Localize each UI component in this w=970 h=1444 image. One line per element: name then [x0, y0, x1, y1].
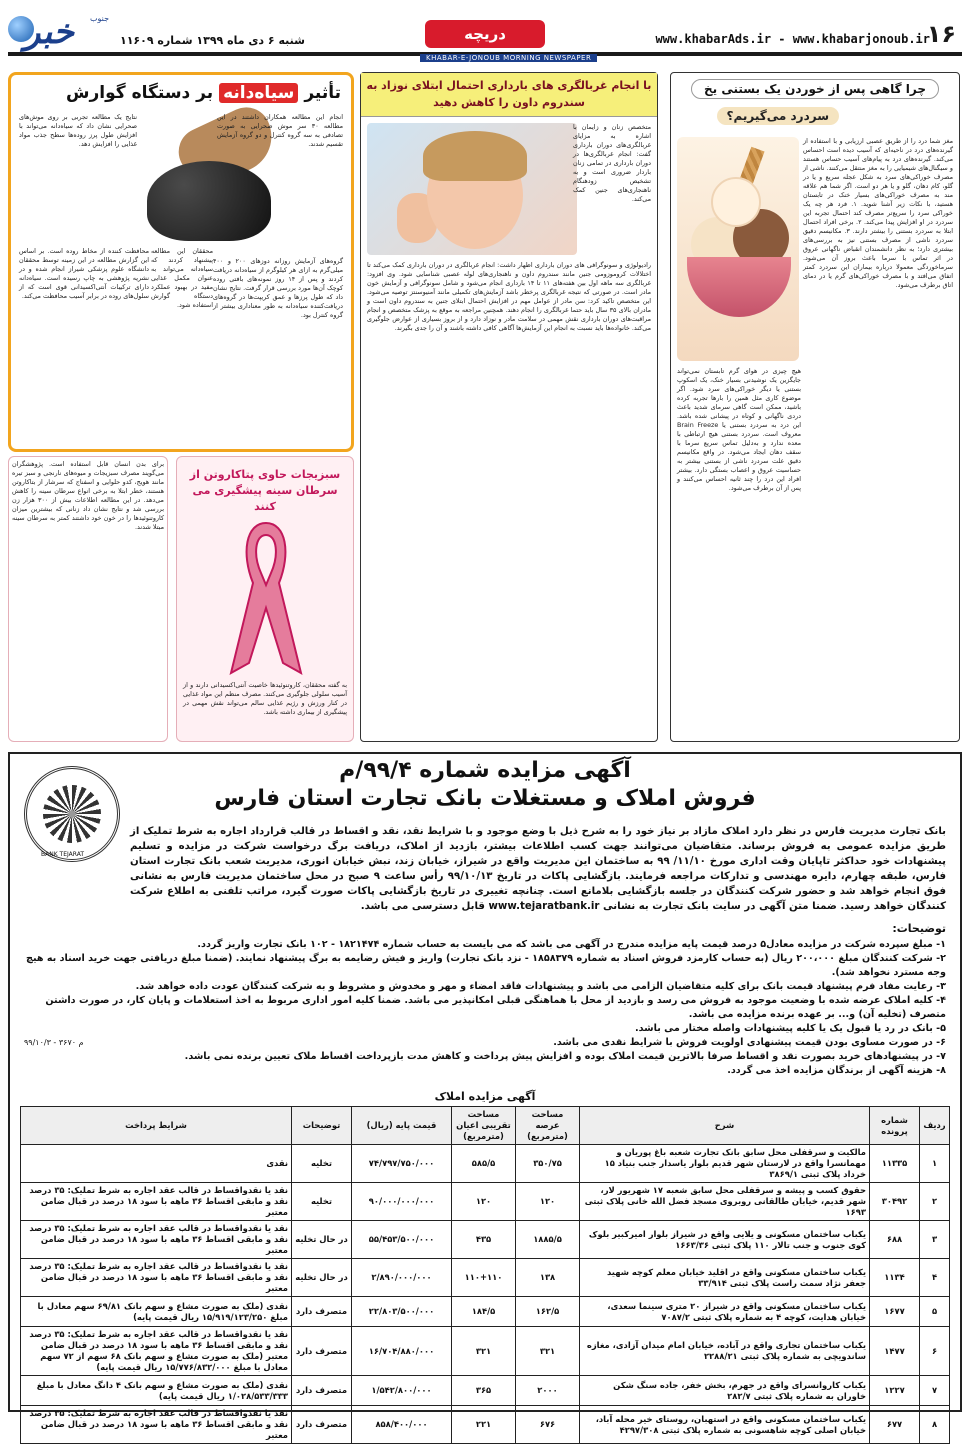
- table-row: [21, 1406, 950, 1444]
- col-header: قیمت پایه (ریال): [352, 1107, 452, 1145]
- table-cell: ۵۵/۴۵۳/۵۰۰/۰۰۰: [352, 1221, 452, 1259]
- notes-list: [24, 938, 946, 1078]
- article-body-lead: نتایج یک مطالعه تجربی بر روی موش‌های صحرایی نشان داد که سیاه‌دانه می‌تواند با افزایش طول پرز روده‌ها سطح جذب مواد غذایی را افزایش دهد.: [19, 113, 137, 148]
- table-cell: ۱۱۰+۱۱۰: [452, 1259, 516, 1297]
- article-title: با انجام غربالگری های بارداری احتمال ابتلای نوزاد به سندروم داون را کاهش دهید: [361, 73, 657, 117]
- table-cell: نقد یا نقدواقساط در قالب عقد اجاره به شرط تملیک: ۳۵ درصد نقد و مابقی اقساط ۳۶ ماهه با سود ۱۸ درصد در قبال ضامن معتبر (ملک به صورت مشاع و سهم بانک ۶۸ سهم از ۷۲ سهم معادل با مبلغ ۱۵/۷۷۶/۸۳۲/۰۰۰ ریال قیمت پایه): [21, 1327, 292, 1376]
- title-pre: تأثیر: [304, 83, 341, 103]
- table-cell: متصرف دارد: [292, 1297, 352, 1327]
- table-cell: ۷۴/۷۹۷/۷۵۰/۰۰۰: [352, 1145, 452, 1183]
- logo-sub: جنوب: [90, 14, 110, 23]
- article-body-2: به گفته محققان، کاروتنوئیدها خاصیت آنتی‌اکسیدانی دارند و از آسیب سلولی جلوگیری می‌کنند. مصرف منظم این مواد غذایی در کنار ورزش و رژیم غذایی سالم می‌تواند نقش مهمی در پیشگیری از بیماری داشته باشد.: [183, 681, 347, 716]
- table-cell: ۲: [920, 1183, 950, 1221]
- col-header: شرح: [580, 1107, 870, 1145]
- table-cell: ۲/۸۹۰/۰۰۰/۰۰۰: [352, 1259, 452, 1297]
- table-cell: متصرف دارد: [292, 1327, 352, 1376]
- table-cell: نقدی: [21, 1145, 292, 1183]
- table-cell: یکباب ساختمان تجاری واقع در آباده، خیابان امام میدان آزادی، مغازه ساندویچی به شماره پلاک ثبتی ۲۲۸۸/۲۱: [580, 1327, 870, 1376]
- article-blackseed: [8, 72, 354, 452]
- col-header: مساحت تقریبی اعیان (مترمربع): [452, 1107, 516, 1145]
- table-row: [21, 1221, 950, 1259]
- note-item: ۴- کلیه املاک عرضه شده با وضعیت موجود به فروش می رسد و بازدید از محل با هماهنگی قبلی امکانپذیر می باشد. ضمنا کلیه امور اداری مربوط به اخذ استعلامات و پایان کار، در صورت داشتن متصرف (تخلیه آن) و... بر عهده برنده مزایده می باشد.: [45, 995, 946, 1020]
- table-cell: نقدی (ملک به صورت مشاع و سهم بانک ۶۹/۸۱ سهم معادل با مبلغ ۱۵/۹۱۹/۱۲۳/۲۵۰ ریال قیمت پایه): [21, 1297, 292, 1327]
- pink-ribbon-icon: [221, 513, 311, 683]
- article-body: انجام این مطالعه همکاران داشتند در این مطالعه ۳۰ سر موش صحرایی به صورت تصادفی به سه گروه کنترل و دو گروه آزمایش تقسیم شدند.: [217, 113, 343, 148]
- note-item: ۷- در پیشنهادهای خرید بصورت نقد و اقساط صرفا بالاترین قیمت املاک بوده و افزایش پیش پرداخت و کاهش مدت بازپرداخت اقساط ملاک تعیین برنده نمی باشد.: [184, 1051, 946, 1062]
- table-cell: ۱۱۳۳۵: [870, 1145, 920, 1183]
- seal-name: BANK TEJARAT: [41, 851, 85, 858]
- article-title: سبزیجات حاوی پتاکاروتن از سرطان سینه پیشگیری می کنند: [189, 468, 341, 513]
- table-cell: ۶: [920, 1327, 950, 1376]
- ad-subtitle: فروش املاک و مستغلات بانک تجارت استان فارس: [214, 786, 756, 811]
- article-title-line1: چرا گاهی پس از خوردن یک بستنی یخ: [691, 79, 939, 99]
- table-header-row: [21, 1107, 950, 1145]
- table-cell: ۳۲۱: [516, 1327, 580, 1376]
- table-cell: ۳۲۱: [452, 1327, 516, 1376]
- table-cell: ۴: [920, 1259, 950, 1297]
- table-cell: ۱: [920, 1145, 950, 1183]
- table-cell: نقد یا نقدواقساط در قالب عقد اجاره به شرط تملیک: ۳۵ درصد نقد و مابقی اقساط ۳۶ ماهه با سود ۱۸ درصد در قبال ضامن معتبر: [21, 1183, 292, 1221]
- table-cell: یکباب ساختمان مسکونی و یلایی واقع در شیراز بلوار امیرکبیر بلوک کوی جنوب و جنب تالار ۱۱۰ پلاک ثبتی ۱۶۶۳/۳۶: [580, 1221, 870, 1259]
- table-cell: در حال تخلیه: [292, 1259, 352, 1297]
- article-body: برای بدن انسان قابل استفاده است. پژوهشگران می‌گویند مصرف سبزیجات و میوه‌های نارنجی و سبز تیره مانند هویج، کدو حلوایی و اسفناج که سرشار از بتاکاروتن هستند، خطر ابتلا به برخی انواع سرطان سینه را کاهش می‌دهد. در این مطالعه اطلاعات بیش از ۳۰۰ هزار زن بررسی شد و نتایج نشان داد زنانی که بیشترین میزان کاروتنوئیدها را در خون خود داشتند کمتر به سرطان سینه مبتلا شدند.: [8, 456, 168, 742]
- note-item: ۵- بانک در رد یا قبول یک یا کلیه پیشنهادات واصله مختار می باشد.: [635, 1023, 946, 1034]
- table-cell: ۱۱۳۴: [870, 1259, 920, 1297]
- table-cell: ۳۶۵: [452, 1376, 516, 1406]
- table-cell: یکباب ساختمان مسکونی واقع در اقلید خیابان معلم کوچه شهید جعفر نژاد سمت راست پلاک ثبتی ۳۳/۹۱۴: [580, 1259, 870, 1297]
- child-image: [367, 123, 577, 255]
- table-cell: ۳۵۰/۷۵: [516, 1145, 580, 1183]
- title-highlight: سیاه‌دانه: [219, 83, 298, 103]
- table-row: [21, 1297, 950, 1327]
- table-cell: در حال تخلیه: [292, 1221, 352, 1259]
- auction-ad: [8, 752, 962, 1440]
- article-body: متخصص زنان و زایمان با اشاره به مزایای غربالگری‌های دوران بارداری گفت: انجام غربالگری‌ها در دوران بارداری در تمامی زنان باردار ضروری است و به تشخیص زودهنگام ناهنجاری‌های جنین کمک می‌کند.: [573, 123, 651, 203]
- col-header: مساحت عرصه (مترمربع): [516, 1107, 580, 1145]
- table-cell: ۱۲۰: [516, 1183, 580, 1221]
- article-body-2: هیچ چیزی در هوای گرم تابستان نمی‌تواند جایگزین یک نوشیدنی بسیار خنک، یک اسکوپ بستنی یا دیگر خوراکی‌های سرد شود. اگر موضوع کاری مثل همین را بارها تجربه کرده باشید، ممکن است گاهی سرمای شدید باعث دردی ناگهانی و کوتاه در پیشانی شده باشد. این درد به سردرد بستنی یا Brain Freeze معروف است. سردرد بستنی هیچ ارتباطی با معده ندارد و به‌دلیل تماس سریع سرما با سقف دهان ایجاد می‌شود. در واقع مکانیسم دقیق علت سردرد ناشی از بستنی بیشتر به حساسیت عروق و اعصاب بستگی دارد. بیشتر افراد این درد را چند ثانیه احساس می‌کنند و پس از آن برطرف می‌شود.: [677, 367, 801, 492]
- logo-word: خبر: [24, 12, 75, 52]
- table-cell: ۱۸۴/۵: [452, 1297, 516, 1327]
- article-downsyndrome: [360, 72, 658, 742]
- table-cell: مالکیت و سرقفلی محل سابق بانک تجارت شعبه باغ پوریان و مهمانسرا واقع در لارستان شهر قدیم بلوار یاسدار جنب بنیاد ۱۵ خرداد پلاک ثبتی ۳۸۶۹/۱: [580, 1145, 870, 1183]
- table-cell: نقدی (ملک به صورت مشاع و سهم بانک ۴ دانگ معادل با مبلغ ۱/۰۲۸/۵۳۳/۳۳۳ ریال قیمت پایه): [21, 1376, 292, 1406]
- article-cancer: [8, 456, 354, 742]
- table-cell: ۱/۵۴۲/۸۰۰/۰۰۰: [352, 1376, 452, 1406]
- article-body-2: رادیولوژی و سونوگرافی های دوران بارداری اظهار داشت: انجام غربالگری در دوران بارداری کمک می‌کند تا اختلالات کروموزومی جنین مانند سندروم داون و ناهنجاری‌های لوله عصبی شناسایی شود. وی افزود: غربالگری سه ماهه اول بین هفته‌های ۱۱ تا ۱۴ بارداری انجام می‌شود و شامل سونوگرافی و آزمایش خون مادر است. در صورتی که نتیجه غربالگری پرخطر باشد آزمایش‌های تکمیلی مانند آمنیوسنتز توصیه می‌شود. این متخصص تاکید کرد: سن مادر از عوامل مهم در افزایش احتمال ابتلای جنین به سندروم داون است و مادران بالای ۳۵ سال باید حتما غربالگری را انجام دهند. همچنین مراجعه به موقع به پزشک متخصص و انجام مراقبت‌های دوران بارداری نقش مهمی در سلامت مادر و نوزاد دارد و از بروز بسیاری از عوارض جلوگیری می‌کند. خانواده‌ها باید نسبت به انجام این آزمایش‌ها آگاهی کافی داشته باشند و آن را جدی بگیرند.: [367, 261, 651, 332]
- masthead: [0, 6, 970, 62]
- table-row: [21, 1259, 950, 1297]
- note-item: ۶- در صورت مساوی بودن قیمت پیشنهادی اولویت فروش با شرایط نقدی می باشد.: [553, 1037, 946, 1048]
- col-header: توضیحات: [292, 1107, 352, 1145]
- table-cell: ۵: [920, 1297, 950, 1327]
- table-cell: ۲۲/۸۰۳/۵۰۰/۰۰۰: [352, 1297, 452, 1327]
- col-header: شماره پرونده: [870, 1107, 920, 1145]
- table-cell: ۷: [920, 1376, 950, 1406]
- table-cell: یکباب ساختمان مسکونی واقع در استهبان، روستای خیر محله آباد، خیابان اصلی کوچه شاهسونی به شماره پلاک ثبتی ۴۲۹۷/۳۰۸: [580, 1406, 870, 1444]
- table-cell: ۲۰۰۰: [516, 1376, 580, 1406]
- table-cell: ۶۷۶: [516, 1406, 580, 1444]
- table-cell: ۸: [920, 1406, 950, 1444]
- ad-code: ۹۹/۱۰/۳ - ۳۶۷۰ م: [24, 1038, 84, 1047]
- note-item: ۲- شرکت کنندگان مبلغ ۲۰۰،۰۰۰ ریال (به حساب کارمزد فروش اسناد به شماره ۱۸۵۸۳۷۹ - نزد بانک تجارت) واریز و فیش رضایمه به برگ پیشنهاد نمایند. (ضمنا مبلغ دریافتی جهت خرید اسناد به هیچ وجه مسترد نخواهد شد).: [26, 953, 946, 978]
- ribbon-panel: [176, 456, 354, 742]
- col-header: شرایط پرداخت: [21, 1107, 292, 1145]
- table-title: آگهی مزایده املاک: [434, 1090, 536, 1103]
- table-cell: ۱۴۷۷: [870, 1327, 920, 1376]
- table-row: [21, 1183, 950, 1221]
- article-body: مغز شما درد را از طریق عصبی ارزیابی و با استفاده از گیرنده‌های درد در ناحیه‌ای که آسیب دیده است احساس می‌کند. گیرنده‌های درد به پیام‌های آسیب حساس هستند و سیگنال‌های شیمیایی را به مغز منتقل می‌کنند. ناشی از مصرف خوراکی‌های سرد به شکل عجله سریع و یا در گلو، کام دهان، گلو و یا هر دو است. اگر شما هم علاقه مند به مصرف خوراکی‌های بسیار خنک در تابستان هستید، با نکات زیر آشنا شوید. ۱. فرد هر چه یک خوراکی سرد را سریع‌تر مصرف کند احتمال تجربه این سردرد در او افزایش پیدا می‌کند. ۲. برخی افراد احتمال ابتلا به سردرد بستنی را بیشتر دارند. ۳. مکانیسم دقیق سردرد ناشی از مصرف بستنی نیز به بررسی‌های بیشتری دارد؛ به نظر دانشمندان انقباض ناگهانی عروق در اثر تماس با سرما باعث بروز آن می‌شود. سرماخوردگی معمولا درباره بیماران این سردرد کمتر اتفاق می‌افتد و با مصرف خوراکی‌های گرم یا در دمای اتاق برطرف می‌شود.: [803, 137, 954, 289]
- table-cell: ۱۲۲۷: [870, 1376, 920, 1406]
- table-cell: ۸۵۸/۴۰۰/۰۰۰: [352, 1406, 452, 1444]
- article-body-4: محافظت کننده از مخاط روده است. بر اساس این گزارش مطالعه در این زمینه توسط محققان دانشگاه علوم پزشکی شیراز انجام شده و در نشریه پژوهشی به چاپ رسیده است. سیاه‌دانه دارای ترکیبات آنتی‌اکسیدانی قوی است که از سلول‌های روده در برابر آسیب محافظت می‌کند.: [19, 247, 149, 300]
- table-row: [21, 1327, 950, 1376]
- title-post: بر دستگاه گوارش: [66, 83, 214, 103]
- ad-title: آگهی مزایده شماره ۹۹/۴/م: [339, 758, 631, 783]
- page-number: ۱۶: [926, 20, 956, 48]
- table-cell: ۲۲۱: [452, 1406, 516, 1444]
- ad-intro: بانک تجارت مدیریت فارس در نظر دارد املاک مازاد بر نیاز خود را به شرح ذیل با وضع موجود و با شرایط نقد، نقد و اقساط در قالب قرارداد اجاره به شرط تملیک از طریق مزایده عمومی به فروش برساند. متقاضیان می‌توانند جهت کسب اطلاعات بیشتر، بازدید از املاک، دریافت برگ درخواست شرکت در مزایده و تسلیم پیشنهادات خود حداکثر تاپایان وقت اداری مورخ ۱۱/۱۰/ ۹۹ به ساختمان این مدیریت واقع در شیراز، خیابان زند، نبش خیابان انوری، مدیریت شعب بانک تجارت استان فارس، طبقه چهارم، دایره مهندسی و تدارکات مراجعه فرمایند. بازگشایی پاکات در تاریخ ۹۹/۱۰/۱۳ رأس ساعت ۹ صبح در محل ساختمان مدیریت فارس به نشانی فوق انجام خواهد شد و حضور شرکت کنندگان در جلسه بازگشایی بلامانع است. چنانچه تغییری در تاریخ بازگشایی پاکات صورت گیرد، مراتب تلفنی به اطلاع شرکت کنندگان خواهد رسید. ضمنا متن آگهی در سایت بانک تجارت به نشانی www.tejaratbank.ir قابل دسترسی می باشد.: [130, 826, 946, 912]
- auction-table: [20, 1106, 950, 1444]
- note-item: ۱- مبلغ سپرده شرکت در مزایده معادل۵ درصد قیمت پایه مزایده مندرج در آگهی می باشد که می بایست به حساب شماره ۱۸۲۱۴۷۴ - ۱۰۲ بانک تجارت واریز گردد.: [197, 939, 946, 950]
- table-cell: ۱۶۲/۵: [516, 1297, 580, 1327]
- table-cell: ۱۶۷۷: [870, 1297, 920, 1327]
- table-cell: متصرف دارد: [292, 1376, 352, 1406]
- table-cell: ۱۳۸: [516, 1259, 580, 1297]
- table-cell: ۵۸۵/۵: [452, 1145, 516, 1183]
- table-cell: ۴۳۵: [452, 1221, 516, 1259]
- notes-heading: توضیحات:: [892, 922, 946, 935]
- table-cell: ۶۷۷: [870, 1406, 920, 1444]
- article-title: [66, 83, 341, 103]
- issue-date: شنبه ۶ دی ماه ۱۳۹۹ شماره ۱۱۶۰۹: [120, 34, 305, 47]
- table-cell: ۳: [920, 1221, 950, 1259]
- table-cell: ۱۸۸۵/۵: [516, 1221, 580, 1259]
- article-banner: [671, 73, 959, 131]
- table-cell: نقد یا نقدواقساط در قالب عقد اجاره به شرط تملیک: ۳۵ درصد نقد و مابقی اقساط ۳۶ ماهه با سود ۱۸ درصد در قبال ضامن معتبر: [21, 1259, 292, 1297]
- table-cell: ۱۶/۷۰۴/۸۸۰/۰۰۰: [352, 1327, 452, 1376]
- table-cell: ۱۲۰: [452, 1183, 516, 1221]
- note-item: ۳- رعایت مفاد فرم پیشنهاد قیمت بانک برای کلیه متقاضیان الزامی می باشد و پیشنهادات فاقد امضاء و مهر و مخدوش و مشروط و به شرکت کنندگان عودت داده خواهد شد.: [135, 981, 946, 992]
- table-row: [21, 1145, 950, 1183]
- article-body-3: محققان این مطالعه پیشنهاد کردند که سیاه‌دانه می‌تواند به عنوان مکمل غذایی مفید در بهبود عملکرد دستگاه گوارش استفاده شود.: [151, 247, 213, 309]
- table-cell: ۹۰/۰۰۰/۰۰۰/۰۰۰: [352, 1183, 452, 1221]
- section-badge: دریچه: [425, 20, 545, 48]
- table-cell: یکباب ساختمان مسکونی واقع در شیراز ۲۰ متری سینما سعدی، خیابان هدایت، کوچه ۴ به شماره پلاک ثبتی ۷۰۸۷/۲: [580, 1297, 870, 1327]
- article-body-2: گروه‌های آزمایش روزانه دوزهای ۲۰۰ و ۴۰۰ میلی‌گرم به ازای هر کیلوگرم از سیاه‌دانه دریافت کردند و پس از ۱۴ روز نمونه‌های بافتی روده کوچک آن‌ها مورد بررسی قرار گرفت. نتایج نشان داد که طول پرزها و عمق کریپت‌ها در گروه‌های دریافت‌کننده سیاه‌دانه به طور معناداری بیشتر از گروه کنترل بود.: [213, 257, 343, 319]
- col-header: ردیف: [920, 1107, 950, 1145]
- note-item: ۸- هزینه آگهی از برندگان مزایده اخذ می گردد.: [727, 1065, 946, 1076]
- icecream-image: [677, 137, 799, 361]
- table-cell: نقد یا نقدواقساط در قالب عقد اجاره به شرط تملیک: ۳۵ درصد نقد و مابقی اقساط ۳۶ ماهه با سود ۱۸ درصد در قبال ضامن معتبر: [21, 1221, 292, 1259]
- newspaper-logo: [8, 10, 118, 56]
- table-cell: حقوق کسب و پیشه و سرقفلی محل سابق شعبه ۱۷ شهریور لار، شهر قدیم، خیابان طالقانی روبروی مسجد فضل الله خانی پلاک ثبتی ۱۶۹۳: [580, 1183, 870, 1221]
- table-cell: تخلیه: [292, 1145, 352, 1183]
- article-title-line2: سردرد می‌گیریم؟: [717, 107, 839, 125]
- article-icecream: [670, 72, 960, 742]
- tagline: KHABAR-E-JONOUB MORNING NEWSPAPER: [420, 54, 597, 62]
- table-cell: ۳۰۴۹۲: [870, 1183, 920, 1221]
- table-row: [21, 1376, 950, 1406]
- table-cell: ۶۸۸: [870, 1221, 920, 1259]
- table-cell: متصرف دارد: [292, 1406, 352, 1444]
- table-cell: نقد یا نقدواقساط در قالب عقد اجاره به شرط تملیک: ۳۵ درصد نقد و مابقی اقساط ۳۶ ماهه با سود ۱۸ درصد در قبال ضامن معتبر: [21, 1406, 292, 1444]
- table-cell: یکباب کاروانسرای واقع در جهرم، بخش خفر، جاده سنگ شکن خاوران به شماره پلاک ثبتی ۲۸۲/۷: [580, 1376, 870, 1406]
- site-url[interactable]: www.khabarAds.ir - www.khabarjonoub.ir: [655, 32, 930, 46]
- table-cell: تخلیه: [292, 1183, 352, 1221]
